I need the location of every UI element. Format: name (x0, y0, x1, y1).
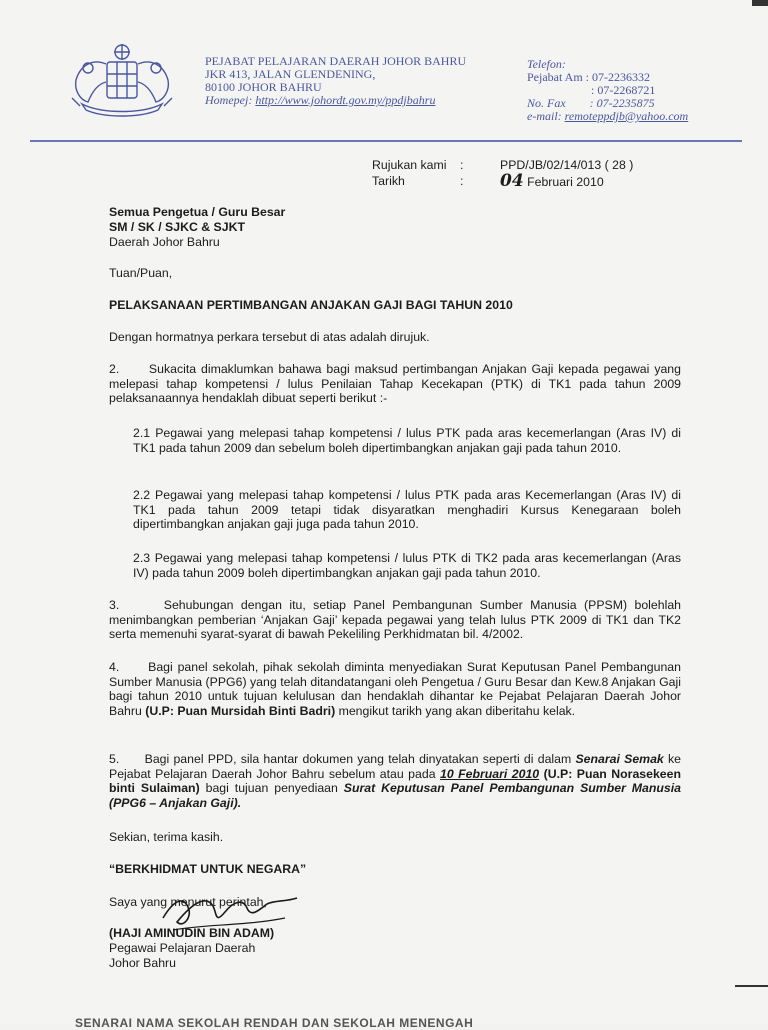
salutation: Tuan/Puan, (109, 266, 173, 280)
deadline-date: 10 Februari 2010 (440, 766, 540, 781)
address-line: JKR 413, JALAN GLENDENING, (205, 67, 376, 81)
homepage-line (205, 94, 466, 107)
header-divider (30, 140, 742, 142)
homepage-label: Homepej: (205, 93, 253, 107)
paragraph-5-middle: ke Pejabat Pelajaran Daerah Johor Bahru sebelum atau pada (109, 752, 685, 781)
email-line (527, 110, 688, 123)
signatory-title: Pegawai Pelajaran Daerah (109, 941, 256, 955)
signatory-district: Johor Bahru (109, 956, 176, 970)
margin-mark (735, 985, 768, 987)
email-link[interactable]: remoteppdjb@yahoo.com (564, 109, 689, 123)
handwritten-day: 04 (500, 171, 524, 191)
checklist-ref: Senarai Semak (575, 752, 664, 766)
office-address (205, 55, 466, 107)
colon: : (460, 174, 464, 188)
contact-block (527, 58, 688, 123)
paragraph-5-text: 5. Bagi panel PPD, sila hantar dokumen yang telah dinyatakan seperti di dalam (109, 752, 576, 766)
decision-letter-ref: Surat Keputusan Panel Pembangunan Sumber Manusia (PPG6 – Anjakan Gaji). (109, 781, 685, 810)
intro-paragraph: Dengan hormatnya perkara tersebut di atas adalah dirujuk. (109, 330, 430, 344)
recipient-line3: Daerah Johor Bahru (109, 235, 220, 249)
paragraph-2: 2. Sukacita dimaklumkan bahawa bagi maksud pertimbangan Anjakan Gaji kepada pegawai yang melepasi tahap kompetensi / lulus Penilaian Tahap Kecekapan (PTK) di TK1 pada tahun 2009 pelaksanaannya hendaklah dibuat seperti berikut :- (109, 362, 685, 405)
rujukan-label: Rujukan kami (372, 158, 447, 172)
office-name: PEJABAT PELAJARAN DAERAH JOHOR BAHRU (205, 54, 467, 68)
tarikh-value (500, 171, 604, 191)
phone-secondary: : 07-2268721 (591, 83, 656, 97)
paragraph-4-contact: (U.P: Puan Mursidah Binti Badri) (145, 703, 336, 718)
telefon-label: Telefon: (527, 57, 566, 71)
next-page-heading: SENARAI NAMA SEKOLAH RENDAH DAN SEKOLAH MENENGAH (75, 1016, 474, 1030)
paragraph-4-end: mengikut tarikh yang akan diberitahu kelak. (335, 703, 576, 718)
fax-number: No. Fax : 07-2235875 (527, 96, 655, 110)
recipient-line2: SM / SK / SJKC & SJKT (109, 220, 245, 234)
paragraph-4-text: 4. Bagi panel sekolah, pihak sekolah diminta menyediakan Surat Keputusan Panel Pembangunan Sumber Manusia (PPG6) yang telah ditandatangani oleh Pengetua / Guru Besar dan Kew.8 Anjakan Gaji bagi tahun 2010 untuk tujuan kelulusan dan hendaklah dihantar ke Pejabat Pelajaran Daerah Johor Bahru (109, 660, 685, 718)
paragraph-2-3: 2.3 Pegawai yang melepasi tahap kompetensi / lulus PTK di TK2 pada aras kecemerlangan (Aras IV) pada tahun 2009 boleh dipertimbangkan anjakan gaji pada tahun 2010. (133, 551, 681, 580)
corner-mark (752, 0, 768, 6)
email-label: e-mail: (527, 109, 562, 123)
reference-block (372, 158, 633, 190)
tarikh-month-year: Februari 2010 (527, 175, 604, 189)
recipient-line1: Semua Pengetua / Guru Besar (109, 205, 286, 219)
phone-general: Pejabat Am : 07-2236332 (527, 70, 650, 84)
motto: “BERKHIDMAT UNTUK NEGARA” (109, 862, 307, 876)
paragraph-4 (109, 660, 685, 718)
tarikh-label: Tarikh (372, 174, 405, 188)
signatory-name: (HAJI AMINUDIN BIN ADAM) (109, 926, 275, 940)
postcode-line: 80100 JOHOR BAHRU (205, 80, 322, 94)
closing-line: Sekian, terima kasih. (109, 830, 224, 844)
paragraph-3: 3. Sehubungan dengan itu, setiap Panel Pembangunan Sumber Manusia (PPSM) bolehlah menimbangkan pemberian ‘Anjakan Gaji’ kepada pegawai yang telah lulus PTK 2009 di TK1 dan TK2 serta memenuhi syarat-syarat di bawah Pekeliling Perkhidmatan bil. 4/2002. (109, 598, 685, 641)
paragraph-5-contact: (U.P: Puan Norasekeen binti Sulaiman) (109, 766, 685, 795)
paragraph-5-purpose: bagi tujuan penyediaan (199, 781, 344, 795)
paragraph-2-2: 2.2 Pegawai yang melepasi tahap kompetensi / lulus PTK pada aras Kecemerlangan (Aras IV) di TK1 pada tahun 2009 tetapi tidak disyaratkan menghadiri Kursus Kenegaraan boleh dipertimbangkan anjakan gaji juga pada tahun 2010. (133, 488, 681, 531)
paragraph-2-1: 2.1 Pegawai yang melepasi tahap kompetensi / lulus PTK pada aras kecemerlangan (Aras IV) di TK1 pada tahun 2009 dan sebelum boleh dipertimbangkan anjakan gaji pada tahun 2010. (133, 426, 681, 455)
date-row (372, 171, 633, 191)
colon: : (460, 158, 464, 172)
paragraph-5 (109, 752, 685, 810)
subject-heading: PELAKSANAAN PERTIMBANGAN ANJAKAN GAJI BAGI TAHUN 2010 (109, 298, 513, 312)
rujukan-value: PPD/JB/02/14/013 ( 28 ) (500, 158, 634, 172)
coat-of-arms-icon (62, 40, 182, 120)
homepage-link[interactable]: http://www.johordt.gov.my/ppdjbahru (255, 93, 436, 107)
order-line: Saya yang menurut perintah, (109, 895, 267, 909)
